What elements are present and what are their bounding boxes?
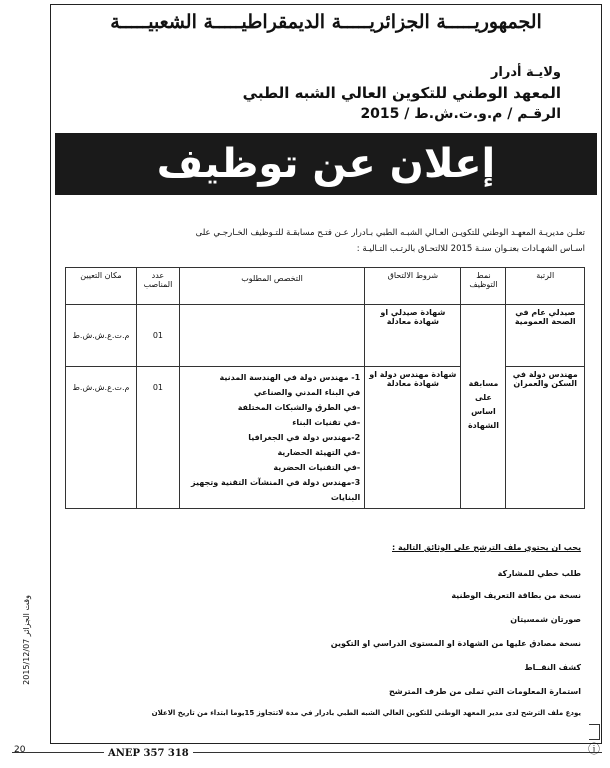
side-date-stamp: وقت الجزائر 2015/12/07 xyxy=(22,595,31,685)
header-rank: الرتبة xyxy=(506,268,585,305)
intro-line: اسـاس الشهـادات بعنـوان سنـة 2015 للالتحـاق بالرتـب التـاليـة : xyxy=(356,244,585,254)
header-place: مكان التعيين xyxy=(66,268,137,305)
specialty-line: -في الطرق والشبكات المختلفة xyxy=(237,403,361,412)
row-rank: مهندس دولة في السكن والعمران xyxy=(506,367,585,509)
info-icon[interactable]: ⓘ xyxy=(588,742,601,756)
intro-paragraph xyxy=(67,225,585,257)
page-marker-left: 20 xyxy=(14,745,26,755)
reference-number: الرقـم / م.و.ت.ش.ط / 2015 xyxy=(360,106,561,122)
list-item: كشف النقــاط xyxy=(524,663,581,672)
specialty-line: البنايات xyxy=(330,493,361,502)
row-rank: صيدلي عام في الصحة العمومية xyxy=(506,305,585,367)
row-conditions: شهادة صيدلي او شهادة معادلة xyxy=(365,305,461,367)
header-type: نمط التوظيف xyxy=(461,268,506,305)
row-specialty xyxy=(179,367,364,509)
specialty-line: 2-مهندس دولة في الجغرافيا xyxy=(248,433,361,442)
header-count: عدد المناصب xyxy=(136,268,179,305)
table-row xyxy=(66,367,585,509)
list-item: نسخة مصادق عليها من الشهادة او المستوى الدراسي او التكوين xyxy=(330,639,581,648)
list-item: صورتان شمسيتان xyxy=(510,615,581,624)
list-item: استمارة المعلومات التي تملى من طرف المترشح xyxy=(389,687,581,696)
row-type: مسابقة على اساس الشهادة xyxy=(461,305,506,509)
list-item: نسخة من بطاقة التعريف الوطنية xyxy=(451,591,581,600)
intro-line: تعلـن مديريـة المعهـد الوطني للتكويـن العـالي الشبـه الطبي بـادرار عـن فتـح مسابقـة للتـوظيف الخـارجـي على xyxy=(195,228,585,238)
specialty-line: -في التقنيات الحضرية xyxy=(273,463,361,472)
specialty-line: في البناء المدني والصناعي xyxy=(253,388,361,397)
announcement-banner: إعلان عن توظيف xyxy=(55,133,597,195)
specialty-line: -في التهيئة الحضارية xyxy=(277,448,361,457)
header-conditions: شروط الالتحاق xyxy=(365,268,461,305)
row-count: 01 xyxy=(136,367,179,509)
specialty-line: 1- مهندس دولة في الهندسة المدنية xyxy=(219,373,361,382)
row-conditions: شهادة مهندس دولة او شهادة معادلة xyxy=(365,367,461,509)
list-item: طلب خطي للمشاركة xyxy=(497,569,581,578)
header-specialty: التخصص المطلوب xyxy=(179,268,364,305)
anep-reference: ANEP 357 318 xyxy=(104,748,193,759)
institute-heading: المعهد الوطني للتكوين العالي الشبه الطبي xyxy=(242,84,561,102)
positions-table xyxy=(65,267,585,509)
table-row xyxy=(66,305,585,367)
row-count: 01 xyxy=(136,305,179,367)
documents-title: يجب ان يحتوي ملف الترشح على الوثائق التالية : xyxy=(392,543,581,552)
wilaya-heading: ولايـة أدرار xyxy=(490,65,561,80)
list-item: يودع ملف الترشح لدى مدير المعهد الوطني للتكوين العالي الشبه الطبي بادرار في مدة لاتتجاوز 15يوما ابتداء من تاريخ الاعلان xyxy=(151,709,581,717)
republic-heading: الجمهوريـــــة الجزائريـــــة الديمقراطيـــــة الشعبيـــــة xyxy=(110,11,542,33)
footer-divider xyxy=(12,752,602,753)
row-place: م.ت.ع.ش.ش.ط xyxy=(66,367,137,509)
table-header-row xyxy=(66,268,585,305)
corner-bracket xyxy=(589,724,600,740)
row-place: م.ت.ع.ش.ش.ط xyxy=(66,305,137,367)
row-specialty xyxy=(179,305,364,367)
document-frame xyxy=(50,4,602,744)
specialty-line: -في تقنيات البناء xyxy=(292,418,361,427)
specialty-line: 3-مهندس دولة في المنشآت التقنية وتجهيز xyxy=(190,478,361,487)
